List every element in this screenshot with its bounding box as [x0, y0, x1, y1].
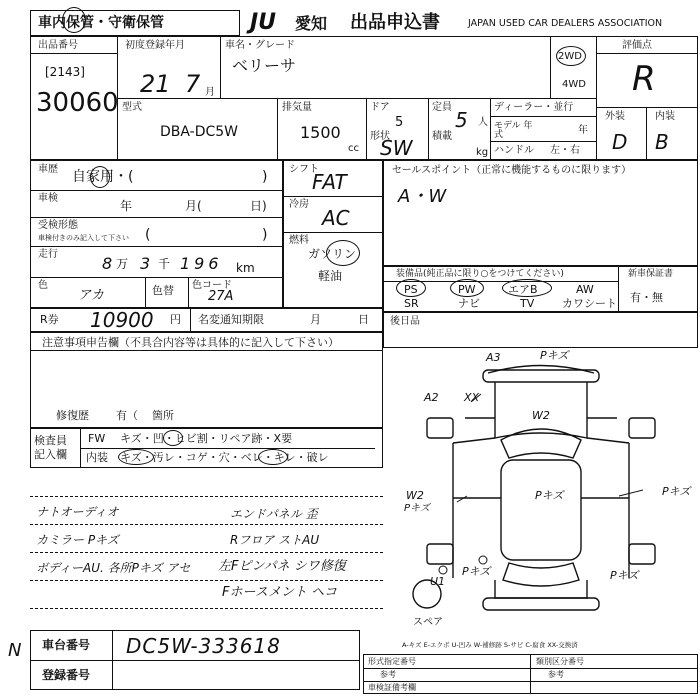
transmission-label: シフト	[289, 164, 319, 175]
first-reg-month: 7	[185, 70, 201, 98]
margin-mark: N	[8, 640, 22, 661]
mileage-man: 8	[102, 254, 113, 273]
color-change-label: 色替	[152, 284, 174, 297]
history-circle	[90, 166, 110, 188]
drive-2wd: 2WD	[558, 51, 582, 62]
ju-logo: JU	[250, 10, 277, 35]
diagram-mark-front-scratch: Pキズ	[540, 349, 569, 362]
fuel-label: 燃料	[289, 235, 309, 246]
remark-fender: 左Fピンパネ シワ修復	[218, 559, 346, 574]
shape-label: 形状	[370, 131, 390, 142]
first-reg-label: 初度登録年月	[125, 40, 185, 51]
listing-number: 30060	[36, 88, 119, 118]
cooling-label: 冷房	[289, 199, 309, 210]
mileage-label: 走行	[38, 249, 58, 260]
capacity-value: 5	[455, 108, 468, 132]
equipment-ps-circle	[396, 279, 426, 297]
exterior-grade: D	[612, 130, 628, 154]
doors-label: ドア	[370, 102, 390, 113]
exterior-label: 外装	[605, 111, 625, 122]
remark-body: ボディーAU. 各所Pキズ アセ	[36, 561, 191, 575]
car-name-value: ベリーサ	[232, 56, 297, 75]
diagram-spare-label: スペア	[413, 617, 443, 628]
interior-label: 内装	[655, 111, 675, 122]
repair-value: 有（	[116, 409, 138, 422]
recycle-label: R券	[40, 313, 59, 326]
doors-value: 5	[395, 115, 404, 130]
diagram-mark-rear-left-scratch: Pキズ	[462, 565, 491, 578]
listing-label: 出品番号	[38, 40, 78, 51]
cooling-value: AC	[322, 206, 350, 230]
storage-circle	[62, 7, 86, 33]
diagram-mark-right-scratch: Pキズ	[662, 485, 691, 498]
equipment-ps: PS	[404, 283, 418, 296]
inspector-label: 検査員 記入欄	[34, 434, 67, 462]
history-close: )	[262, 169, 268, 185]
post-date-block	[383, 312, 698, 348]
history-label: 車歴	[38, 164, 58, 175]
inspector-row2-label: 内装	[86, 451, 108, 464]
equipment-airbag: エアB	[508, 283, 538, 296]
storage-label: 車内保管・守衛保管	[38, 15, 164, 31]
inspector-row1-label: FW	[88, 432, 106, 445]
transmission-value: FAT	[312, 170, 347, 194]
fuel-selected-circle	[326, 240, 360, 266]
mileage-sen: 3	[140, 254, 151, 273]
equipment-pw-circle	[450, 279, 484, 297]
inspection-year: 年	[120, 199, 133, 213]
inspector-scratch-circle	[118, 449, 154, 465]
car-name-label: 車名・グレード	[225, 40, 295, 51]
footer-type-label: 類別区分番号	[536, 657, 584, 666]
mileage-sen-unit: 千	[158, 257, 171, 271]
evaluation-score: R	[632, 59, 656, 99]
remark-mirror: カミラー Pキズ	[36, 533, 119, 547]
sales-points-label: セールスポイント（正常に機能するものに限ります）	[392, 165, 632, 176]
diagram-mark-w2-left: W2	[406, 489, 424, 502]
inspector-row1: キズ・凹・ヒビ割・リペア跡・X要	[120, 432, 293, 445]
color-code: 27A	[208, 289, 234, 304]
load-unit: kg	[476, 147, 489, 158]
history-value: 自家用・(	[72, 169, 134, 185]
association-en: JAPAN USED CAR DEALERS ASSOCIATION	[468, 18, 663, 29]
equipment-label: 装備品(純正品に限り○をつけてください)	[396, 269, 564, 279]
drive-selected-circle	[556, 46, 586, 66]
registration-label: 登録番号	[42, 668, 91, 682]
model-year-label: モデル 年式	[494, 121, 533, 140]
footer-ref-label: 参考	[380, 670, 396, 679]
equipment-pw: PW	[458, 283, 476, 296]
inspection-month: 月(	[185, 199, 202, 213]
capacity-unit: 人	[478, 117, 488, 128]
drive-4wd: 4WD	[562, 79, 586, 90]
recycle-amount: 10900	[90, 308, 154, 332]
model-label: 型式	[122, 102, 142, 113]
displacement-value: 1500	[300, 123, 341, 142]
first-reg-month-unit: 月	[205, 87, 215, 98]
footer-form-label: 形式指定番号	[368, 657, 416, 666]
post-date-label: 後日品	[390, 316, 420, 327]
shape-value: SW	[380, 136, 413, 160]
sales-points-value: A・W	[398, 186, 447, 207]
receipt-label: 受検形態	[38, 220, 78, 231]
notice-day: 日	[358, 313, 369, 326]
inspector-row2: キズ・汚レ・コゲ・穴・ベレ・キレ・破レ	[120, 451, 329, 464]
handle-options: 左・右	[550, 145, 580, 156]
diagram-mark-left-scratch: Pキズ	[404, 503, 430, 514]
inspector-dent-circle	[163, 430, 183, 446]
equipment-airbag-circle	[502, 279, 552, 297]
interior-grade: B	[655, 130, 669, 154]
dealer-label: ディーラー・並行	[494, 102, 574, 113]
mileage-rest: 196	[180, 254, 223, 273]
displacement-unit: cc	[348, 143, 359, 154]
diagram-mark-xx: XX	[464, 391, 480, 404]
remark-floor: Rフロア ストAU	[230, 533, 320, 547]
first-reg-year: 21	[140, 70, 171, 98]
equipment-aw: AW	[576, 283, 594, 296]
warranty-label: 新車保証書	[628, 269, 674, 279]
remark-member: Fホースメント ヘコ	[222, 585, 337, 600]
diagram-legend: A-キズ E-エクボ U-凹み W-補修跡 S-サビ C-腐食 XX-交換済	[402, 641, 578, 649]
repair-label: 修復歴	[56, 409, 89, 422]
receipt-open: (	[145, 227, 151, 243]
capacity-label: 定員	[432, 102, 452, 113]
association-name: 愛知	[295, 14, 328, 33]
model-value: DBA-DC5W	[160, 124, 239, 140]
color-label: 色	[38, 280, 48, 291]
remark-end-panel: エンドパネル 歪	[230, 507, 318, 521]
diagram-mark-a3: A3	[486, 351, 501, 364]
model-year-unit: 年	[578, 125, 588, 136]
color-code-label: 色コード	[192, 280, 232, 291]
evaluation-label: 評価点	[622, 40, 652, 51]
fuel-gasoline: ガソリン	[308, 247, 357, 261]
equipment-navi: ナビ	[458, 297, 480, 310]
equipment-sr: SR	[404, 297, 419, 310]
mileage-man-unit: 万	[116, 257, 129, 271]
diagram-mark-rear-right-scratch: Pキズ	[610, 569, 639, 582]
inspection-day: 日)	[250, 199, 267, 213]
handle-label: ハンドル	[494, 145, 534, 156]
diagram-mark-w2-roof: W2	[532, 409, 550, 422]
notes-label: 注意事項申告欄（不具合内容等は具体的に記入して下さい）	[42, 336, 339, 349]
receipt-close: )	[262, 227, 268, 243]
displacement-label: 排気量	[282, 102, 312, 113]
color-value: アカ	[78, 288, 104, 303]
recycle-unit: 円	[170, 313, 181, 326]
equipment-tv: TV	[520, 297, 535, 310]
listing-sub-number: [2143]	[45, 65, 85, 79]
form-title: 出品申込書	[350, 12, 440, 33]
chassis-label: 車台番号	[42, 638, 91, 652]
inspector-dirt-circle	[258, 449, 288, 465]
diagram-mark-a2: A2	[424, 391, 439, 404]
load-label: 積載	[432, 131, 452, 142]
chassis-value: DC5W-333618	[126, 634, 281, 658]
footer-ref2-label: 参考	[548, 670, 564, 679]
footer-office-label: 車検証備考欄	[368, 683, 416, 692]
fuel-diesel: 軽油	[318, 269, 343, 283]
repair-place: 箇所	[152, 409, 174, 422]
inspection-label: 車検	[38, 193, 58, 204]
diagram-mark-u1: U1	[430, 575, 446, 588]
diagram-mark-center-scratch: Pキズ	[535, 489, 564, 502]
receipt-note: 車検付きのみ記入して下さい	[38, 234, 129, 242]
equipment-seat: カワシート	[562, 297, 617, 310]
mileage-unit: km	[236, 261, 255, 275]
remark-audio: ナトオーディオ	[36, 505, 119, 519]
warranty-options: 有・無	[630, 291, 663, 304]
notice-label: 名変通知期限	[198, 313, 264, 326]
notice-month: 月	[310, 313, 321, 326]
